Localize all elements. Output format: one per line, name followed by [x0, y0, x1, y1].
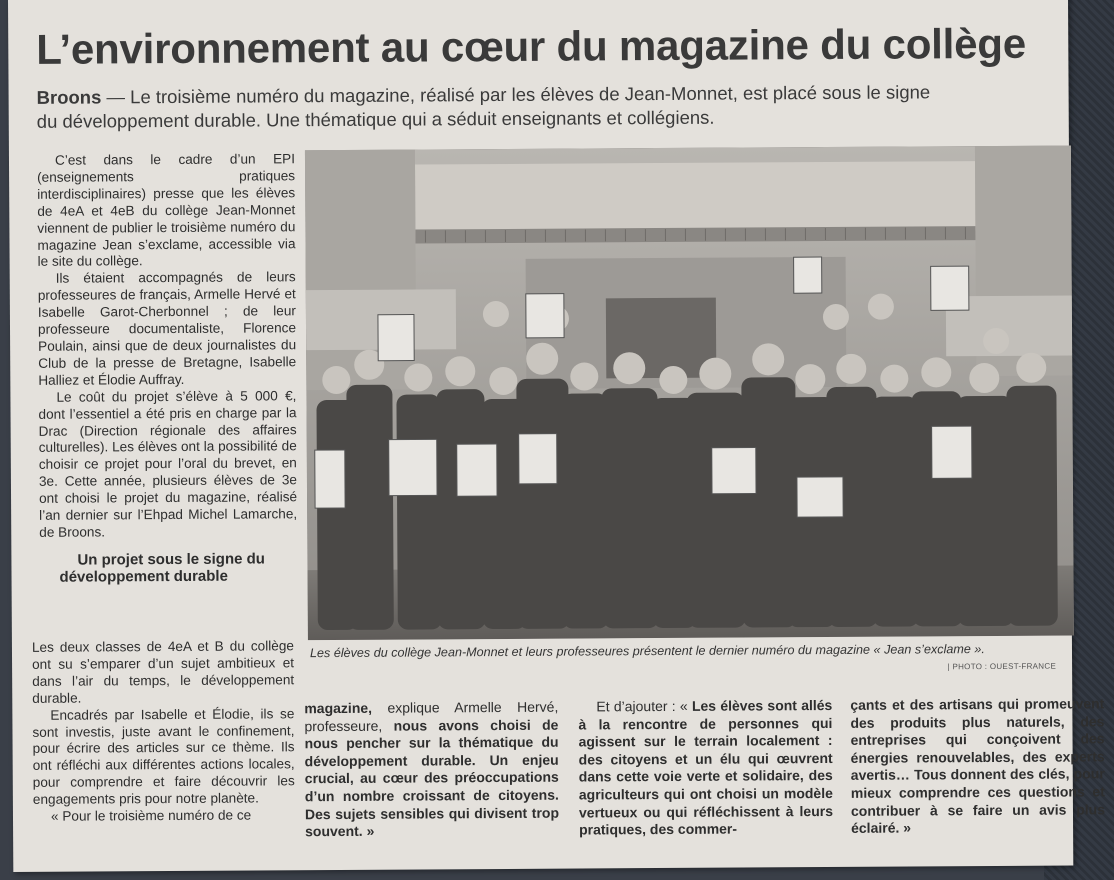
- article-subheading: Un projet sous le signe du développement durable: [59, 550, 266, 586]
- article-headline: L’environnement au cœur du magazine du collège: [36, 19, 1027, 73]
- group-photo-illustration: [305, 146, 1074, 641]
- paragraph: [578, 697, 833, 839]
- standfirst-location: Broons: [36, 86, 102, 108]
- quote-lead: Et d’ajouter : «: [596, 697, 692, 715]
- newspaper-page: [8, 0, 1106, 872]
- paragraph: [304, 699, 559, 841]
- paragraph: Le coût du projet s’élève à 5 000 €, dont l’essentiel a été pris en charge par la Drac (Direction régionale des affaires culturelles). Les élèves ont la possibilité de choisir ce projet pour l’oral du brevet, en 3e. Cette année, plusieurs élèves de 3e ont choisi le projet du magazine, réalisé l’an dernier sur l’Ehpad Michel Lamarche, de Broons.: [38, 387, 298, 540]
- article-column-1: [37, 151, 298, 595]
- article-column-4: [850, 695, 1105, 837]
- paragraph: Encadrés par Isabelle et Élodie, ils se sont investis, juste avant le confinement, pour écrire des articles sur ce thème. Ils ont réfléchi aux différentes actions locales, pour comprendre et faire découvrir les engagements pris pour notre planète.: [32, 705, 295, 808]
- paragraph: [850, 695, 1105, 837]
- article-column-1-continued: [32, 638, 295, 826]
- standfirst-dash: —: [101, 86, 131, 108]
- article-column-3: [578, 697, 833, 839]
- article-standfirst: [37, 80, 937, 133]
- photo-credit: | PHOTO : OUEST-FRANCE: [947, 661, 1057, 672]
- paragraph: C’est dans le cadre d’un EPI (enseignements pratiques interdisciplinaires) presse que les élèves de 4eA et 4eB du collège Jean-Monnet viennent de publier le troisième numéro du magazine Jean s’exclame, accessible via le site du collège.: [37, 151, 296, 270]
- photo-caption: Les élèves du collège Jean-Monnet et leurs professeures présentent le dernier numéro du magazine « Jean s’exclame ».: [309, 642, 985, 661]
- quote-text: Les élèves sont allés à la rencontre de personnes qui agissent sur le terrain localement : des citoyens et un élu qui œuvrent dans cette voie verte et solidaire, des agriculteurs qui ont choisi un modèle vertueux ou qui réfléchissent à leurs pratiques, des commer-: [578, 696, 834, 838]
- article-photo: [305, 146, 1074, 641]
- quote-attribution: explique Armelle Hervé, professeure,: [304, 698, 559, 734]
- article-column-2: [304, 699, 559, 841]
- quote-rest: nous avons choisi de nous pencher sur la thématique du développement durable. Un enjeu crucial, au cœur des préoccupations d’un nombre croissant de citoyens. Des sujets sensibles qui divisent trop souvent. »: [304, 716, 560, 840]
- quote-text: çants et des artisans qui promeuvent des produits plus naturels, des entreprises qui conçoivent des énergies renouvelables, des experts avertis… Tous donnent des clés, pour mieux comprendre ces questions et contribuer à se faire un avis plus éclairé. »: [850, 695, 1106, 837]
- paragraph: « Pour le troisième numéro de ce: [50, 807, 252, 824]
- standfirst-text: Le troisième numéro du magazine, réalisé par les élèves de Jean-Monnet, est placé sous le signe du développement durable. Une thématique qui a séduit enseignants et collégiens.: [36, 81, 931, 132]
- paragraph: Ils étaient accompagnés de leurs professeures de français, Armelle Hervé et Isabelle Garot-Cherbonnel ; de leur professeure documentaliste, Florence Poulain, ainsi que de deux journalistes du Club de la presse de Bretagne, Isabelle Halliez et Élodie Auffray.: [37, 269, 297, 388]
- quote-start: magazine,: [304, 699, 373, 717]
- paragraph: Les deux classes de 4eA et B du collège ont su s’emparer d’un sujet ambitieux et dans l’air du temps, le développement durable.: [31, 638, 295, 706]
